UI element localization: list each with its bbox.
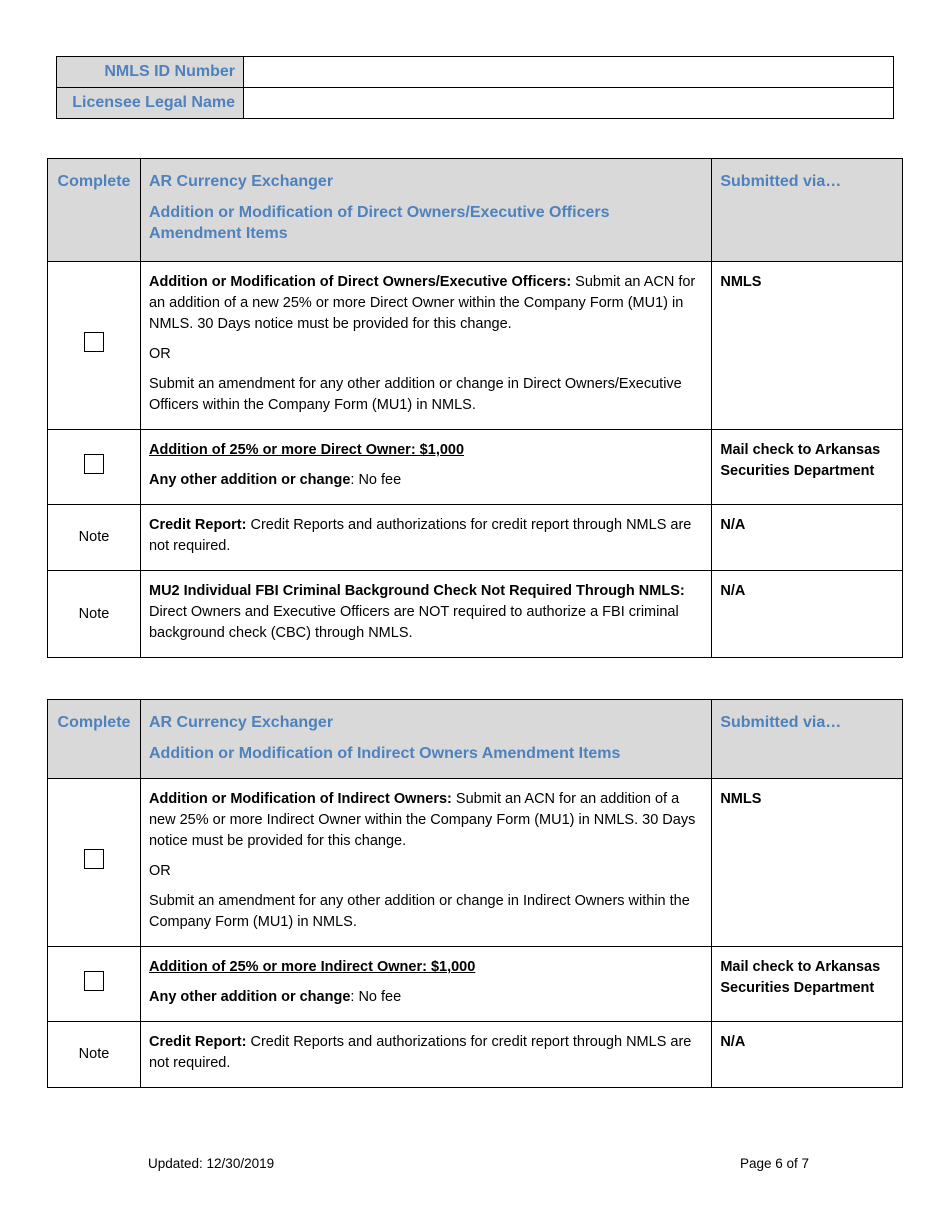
complete-cell bbox=[48, 262, 141, 430]
submitted-column-header: Submitted via… bbox=[712, 159, 903, 262]
nmls-id-input[interactable] bbox=[244, 57, 894, 88]
note-heading: MU2 Individual FBI Criminal Background Check Not Required Through NMLS: bbox=[148, 583, 685, 599]
submitted-cell bbox=[712, 262, 903, 430]
note-cell bbox=[140, 1022, 711, 1088]
requirement-paragraph bbox=[149, 272, 703, 335]
note-paragraph bbox=[149, 581, 703, 644]
table-row bbox=[48, 1022, 903, 1088]
complete-checkbox[interactable] bbox=[84, 332, 104, 352]
other-fee-line bbox=[149, 470, 703, 491]
legal-name-label: Licensee Legal Name bbox=[57, 88, 244, 119]
note-cell bbox=[140, 505, 711, 571]
requirement-text: Submit an ACN for an addition of a new 25% or more Direct Owner within the Company Form (MU1) in NMLS. 30 Days notice must be provided for this change. bbox=[148, 274, 696, 332]
requirement-text-alt: Submit an amendment for any other addition or change in Direct Owners/Executive Officers within the Company Form (MU1) in NMLS. bbox=[148, 376, 682, 413]
requirement-paragraph bbox=[149, 789, 703, 852]
submitted-cell bbox=[712, 947, 903, 1022]
section-title-cell bbox=[140, 159, 711, 262]
submitted-value: Mail check to Arkansas Securities Department bbox=[720, 442, 881, 479]
submitted-value: NMLS bbox=[720, 791, 762, 807]
complete-cell bbox=[48, 947, 141, 1022]
indirect-owners-amendment-table bbox=[47, 699, 903, 1088]
note-paragraph bbox=[149, 1032, 703, 1074]
complete-cell bbox=[48, 430, 141, 505]
requirement-heading: Addition or Modification of Direct Owners/Executive Officers: bbox=[148, 274, 572, 290]
or-separator: OR bbox=[148, 863, 171, 879]
submitted-cell bbox=[712, 1022, 903, 1088]
other-fee-text: : No fee bbox=[350, 472, 402, 488]
complete-column-header: Complete bbox=[48, 159, 141, 262]
section-title: AR Currency Exchanger bbox=[148, 173, 334, 190]
submitted-cell bbox=[712, 505, 903, 571]
note-marker: Note bbox=[48, 571, 141, 658]
requirement-cell bbox=[140, 779, 711, 947]
table-row bbox=[48, 430, 903, 505]
note-text: Direct Owners and Executive Officers are NOT required to authorize a FBI criminal background check (CBC) through NMLS. bbox=[148, 604, 679, 641]
section-title: AR Currency Exchanger bbox=[148, 714, 334, 731]
note-text: Credit Reports and authorizations for credit report through NMLS are not required. bbox=[148, 517, 692, 554]
footer-page-number: Page 6 of 7 bbox=[740, 1156, 810, 1171]
table-header-row bbox=[48, 700, 903, 779]
nmls-id-row bbox=[57, 57, 894, 88]
table-row bbox=[48, 947, 903, 1022]
table-row bbox=[48, 571, 903, 658]
submitted-value: N/A bbox=[720, 1034, 746, 1050]
submitted-column-header: Submitted via… bbox=[712, 700, 903, 779]
other-fee-line bbox=[149, 987, 703, 1008]
other-fee-label: Any other addition or change bbox=[148, 989, 351, 1005]
direct-owners-amendment-table bbox=[47, 158, 903, 658]
legal-name-input[interactable] bbox=[244, 88, 894, 119]
fee-line bbox=[149, 440, 703, 461]
fee-cell bbox=[140, 947, 711, 1022]
footer-updated-date: Updated: 12/30/2019 bbox=[148, 1156, 275, 1171]
other-fee-label: Any other addition or change bbox=[148, 472, 351, 488]
submitted-value: Mail check to Arkansas Securities Department bbox=[720, 959, 881, 996]
fee-amount: Addition of 25% or more Indirect Owner: $1,000 bbox=[148, 959, 476, 975]
legal-name-row bbox=[57, 88, 894, 119]
note-marker: Note bbox=[48, 505, 141, 571]
note-text: Credit Reports and authorizations for credit report through NMLS are not required. bbox=[148, 1034, 692, 1071]
fee-amount: Addition of 25% or more Direct Owner: $1,000 bbox=[148, 442, 465, 458]
note-paragraph bbox=[149, 515, 703, 557]
note-marker: Note bbox=[48, 1022, 141, 1088]
section-subtitle: Addition or Modification of Direct Owners/Executive Officers Amendment Items bbox=[148, 204, 610, 242]
fee-cell bbox=[140, 430, 711, 505]
nmls-id-label: NMLS ID Number bbox=[57, 57, 244, 88]
submitted-value: N/A bbox=[720, 517, 746, 533]
note-cell bbox=[140, 571, 711, 658]
submitted-cell bbox=[712, 779, 903, 947]
complete-checkbox[interactable] bbox=[84, 454, 104, 474]
complete-cell bbox=[48, 779, 141, 947]
complete-checkbox[interactable] bbox=[84, 971, 104, 991]
requirement-text-alt: Submit an amendment for any other addition or change in Indirect Owners within the Company Form (MU1) in NMLS. bbox=[148, 893, 690, 930]
submitted-value: N/A bbox=[720, 583, 746, 599]
fee-line bbox=[149, 957, 703, 978]
licensee-id-table bbox=[56, 56, 894, 119]
table-header-row bbox=[48, 159, 903, 262]
note-heading: Credit Report: bbox=[148, 517, 247, 533]
submitted-value: NMLS bbox=[720, 274, 762, 290]
section-title-cell bbox=[140, 700, 711, 779]
requirement-heading: Addition or Modification of Indirect Owners: bbox=[148, 791, 452, 807]
section-subtitle: Addition or Modification of Indirect Owners Amendment Items bbox=[148, 745, 621, 762]
or-separator: OR bbox=[148, 346, 171, 362]
complete-column-header: Complete bbox=[48, 700, 141, 779]
submitted-cell bbox=[712, 571, 903, 658]
requirement-text: Submit an ACN for an addition of a new 25% or more Indirect Owner within the Company Form (MU1) in NMLS. 30 Days notice must be provided for this change. bbox=[148, 791, 696, 849]
other-fee-text: : No fee bbox=[350, 989, 402, 1005]
table-row bbox=[48, 779, 903, 947]
complete-checkbox[interactable] bbox=[84, 849, 104, 869]
table-row bbox=[48, 505, 903, 571]
note-heading: Credit Report: bbox=[148, 1034, 247, 1050]
submitted-cell bbox=[712, 430, 903, 505]
table-row bbox=[48, 262, 903, 430]
requirement-cell bbox=[140, 262, 711, 430]
